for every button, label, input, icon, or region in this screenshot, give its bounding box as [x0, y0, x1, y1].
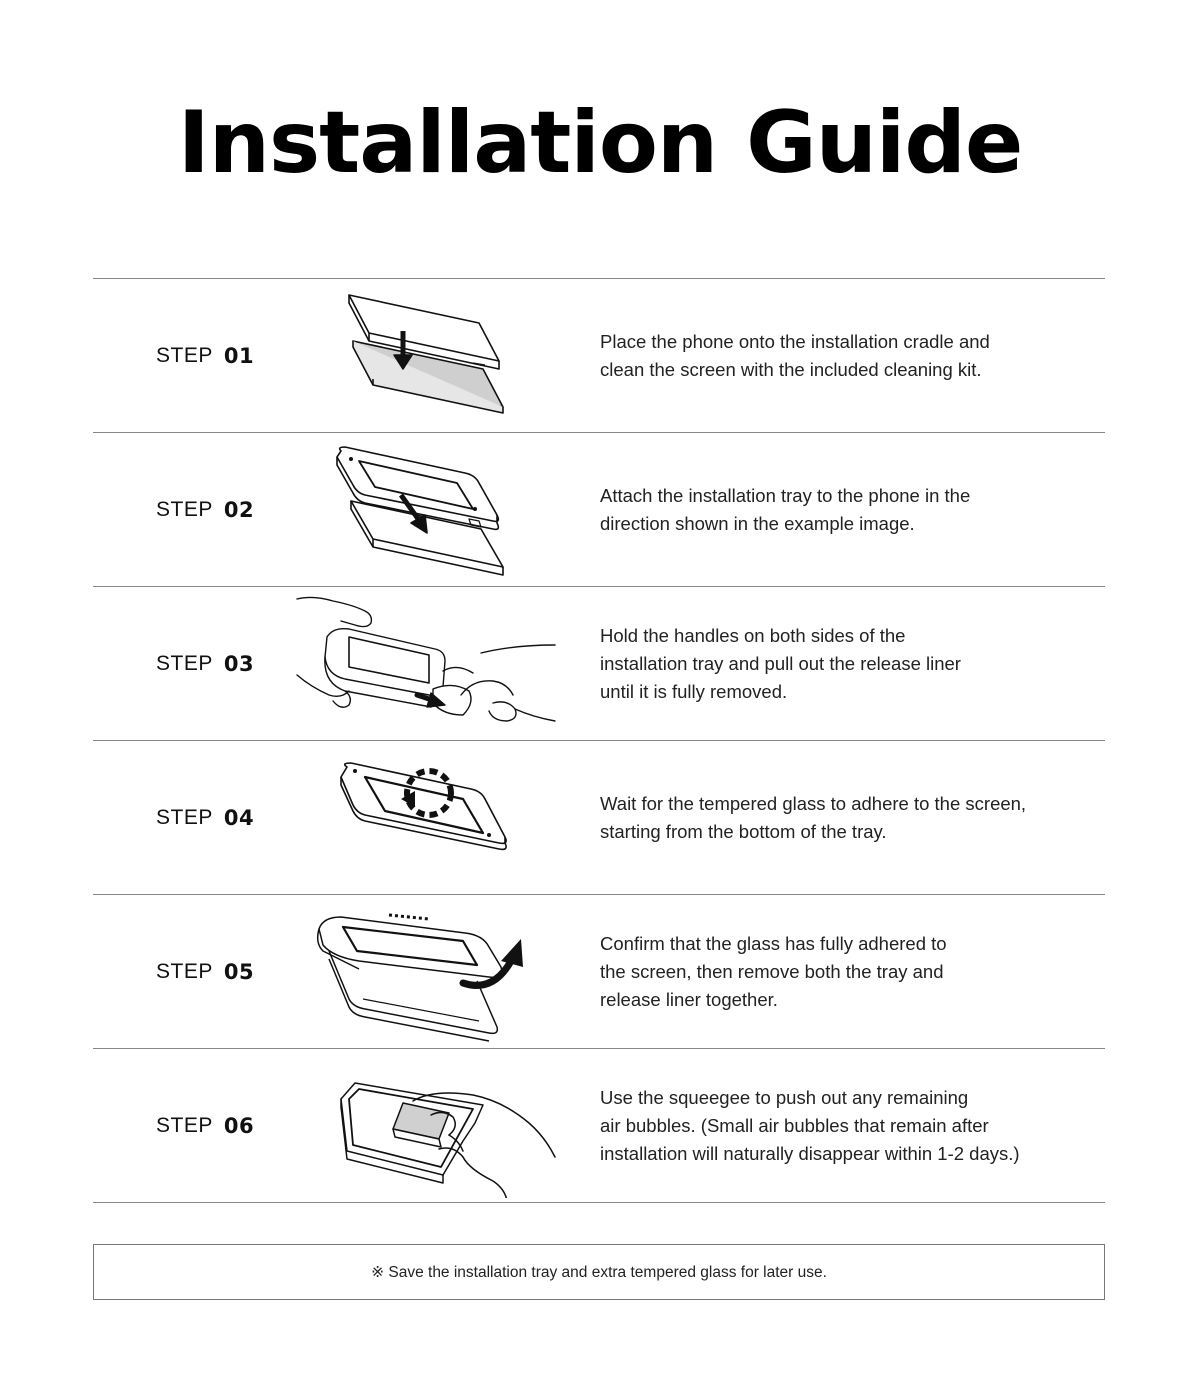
- glass-adhere-icon: [293, 745, 563, 890]
- step-label: [156, 895, 254, 1048]
- step-label-text: STEP: [156, 497, 213, 521]
- phone-on-cradle-icon: [293, 283, 563, 428]
- steps-list: [93, 278, 1105, 1203]
- step-number: 02: [223, 497, 255, 522]
- step-description: [600, 1049, 1080, 1202]
- step-number: 04: [223, 805, 255, 830]
- step-label: [156, 587, 254, 740]
- step-description: [600, 741, 1080, 894]
- step-description: [600, 895, 1080, 1048]
- step-description: [600, 433, 1080, 586]
- step-02: [93, 432, 1105, 586]
- step-text: Use the squeegee to push out any remaining air bubbles. (Small air bubbles that remain after installation will naturally disappear within 1-2 days.): [600, 1086, 1020, 1164]
- step-label: [156, 1049, 254, 1202]
- step-03: [93, 586, 1105, 740]
- step-text: Wait for the tempered glass to adhere to the screen, starting from the bottom of the tray.: [600, 792, 1027, 842]
- step-text: Place the phone onto the installation cradle and clean the screen with the included cleaning kit.: [600, 330, 990, 380]
- step-description: [600, 587, 1080, 740]
- step-label: [156, 741, 254, 894]
- squeegee-icon: [293, 1053, 563, 1198]
- step-description: [600, 279, 1080, 432]
- step-label-text: STEP: [156, 651, 213, 675]
- tray-attach-icon: [293, 437, 563, 582]
- note-text: ※ Save the installation tray and extra tempered glass for later use.: [371, 1263, 827, 1281]
- step-number: 05: [223, 959, 255, 984]
- remove-tray-icon: [293, 899, 563, 1044]
- step-label-text: STEP: [156, 1113, 213, 1137]
- step-label-text: STEP: [156, 805, 213, 829]
- step-label: [156, 433, 254, 586]
- step-label-text: STEP: [156, 959, 213, 983]
- step-04: [93, 740, 1105, 894]
- step-text: Confirm that the glass has fully adhered to the screen, then remove both the tray and release liner together.: [600, 932, 947, 1010]
- step-number: 06: [223, 1113, 255, 1138]
- step-01: [93, 278, 1105, 432]
- step-label-text: STEP: [156, 343, 213, 367]
- pull-release-liner-icon: [293, 591, 563, 736]
- step-text: Hold the handles on both sides of the installation tray and pull out the release liner until it is fully removed.: [600, 624, 961, 702]
- step-05: [93, 894, 1105, 1048]
- step-text: Attach the installation tray to the phone in the direction shown in the example image.: [600, 484, 971, 534]
- page-title: Installation Guide: [177, 93, 1023, 193]
- step-number: 03: [223, 651, 255, 676]
- step-06: [93, 1048, 1105, 1203]
- step-label: [156, 279, 254, 432]
- note-box: [93, 1244, 1105, 1300]
- step-number: 01: [223, 343, 255, 368]
